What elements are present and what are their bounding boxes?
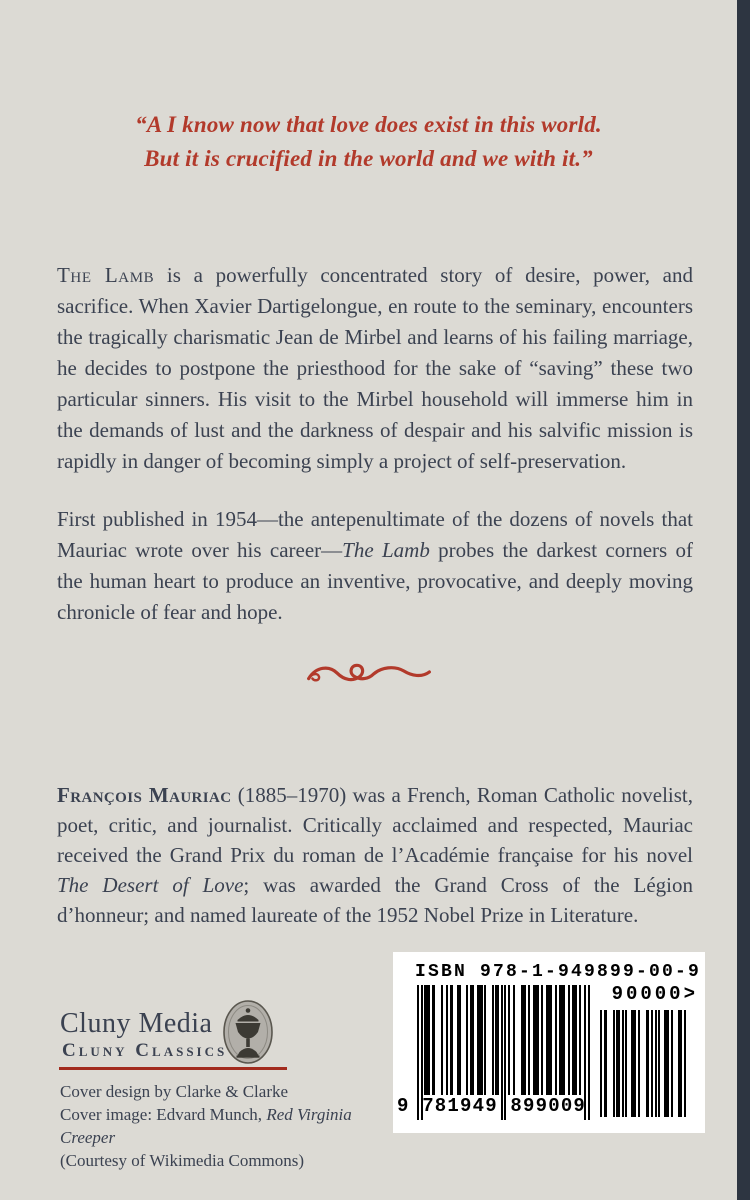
book-title-italic: The Lamb bbox=[342, 538, 430, 562]
book-title-smallcaps: The Lamb bbox=[57, 263, 155, 287]
spine-edge bbox=[737, 0, 750, 1200]
credit-image bbox=[60, 1103, 400, 1149]
barcode-panel bbox=[393, 952, 705, 1133]
credit-image-title-italic: Red Virginia Creeper bbox=[60, 1105, 352, 1147]
publisher-imprint: Cluny Classics bbox=[62, 1040, 228, 1061]
cover-credits bbox=[60, 1080, 400, 1172]
flourish-ornament-icon bbox=[0, 650, 737, 699]
synopsis-paragraph-1 bbox=[57, 260, 693, 477]
synopsis-p2-text-a: First published in 1954—the antepenultimate of the dozens of novels that Mauriac wrote over his career— bbox=[57, 507, 693, 562]
author-bio bbox=[57, 780, 693, 930]
red-divider-rule bbox=[59, 1067, 287, 1070]
epigraph-quote bbox=[0, 108, 737, 176]
bio-text-b: ; was awarded the Grand Cross of the Légion d’honneur; and named laureate of the 1952 Nobel Prize in Literature. bbox=[57, 873, 693, 927]
publisher-name: Cluny Media bbox=[60, 1008, 213, 1039]
bio-novel-title-italic: The Desert of Love bbox=[57, 873, 244, 897]
synopsis-p1-text: is a powerfully concentrated story of desire, power, and sacrifice. When Xavier Dartigelongue, en route to the seminary, encounters the tragically charismatic Jean de Mirbel and learns of his failing marriage, he decides to postpone the priesthood for the sake of “saving” these two particular sinners. His visit to the Mirbel household will immerse him in the demands of lust and the darkness of despair and his salvific mission is rapidly in danger of becoming simply a project of self-preservation. bbox=[57, 263, 693, 473]
quote-line-2: But it is crucified in the world and we with it.” bbox=[144, 146, 593, 171]
chalice-emblem-icon bbox=[222, 999, 274, 1070]
synopsis-p2-text-b: probes the darkest corners of the human heart to produce an inventive, provocative, and deeply moving chronicle of fear and hope. bbox=[57, 538, 693, 624]
isbn-number: ISBN 978-1-949899-00-9 bbox=[415, 962, 702, 982]
synopsis bbox=[57, 260, 693, 628]
author-name-smallcaps: François Mauriac bbox=[57, 783, 232, 807]
bio-text-a: (1885–1970) was a French, Roman Catholic novelist, poet, critic, and journalist. Critically acclaimed and respected, Mauriac received the Grand Prix du roman de l’Académie française for his novel bbox=[57, 783, 693, 867]
synopsis-paragraph-2 bbox=[57, 504, 693, 628]
credit-courtesy: (Courtesy of Wikimedia Commons) bbox=[60, 1151, 305, 1170]
quote-line-1: “A I know now that love does exist in this world. bbox=[135, 112, 602, 137]
barcode-supplement-label: 90000> bbox=[611, 983, 698, 1005]
ean-digits: 9 781949 899009 bbox=[397, 1095, 587, 1117]
credit-image-prefix: Cover image: Edvard Munch, bbox=[60, 1105, 267, 1124]
ean5-supplement-bars bbox=[600, 1010, 687, 1117]
credit-design: Cover design by Clarke & Clarke bbox=[60, 1082, 289, 1101]
